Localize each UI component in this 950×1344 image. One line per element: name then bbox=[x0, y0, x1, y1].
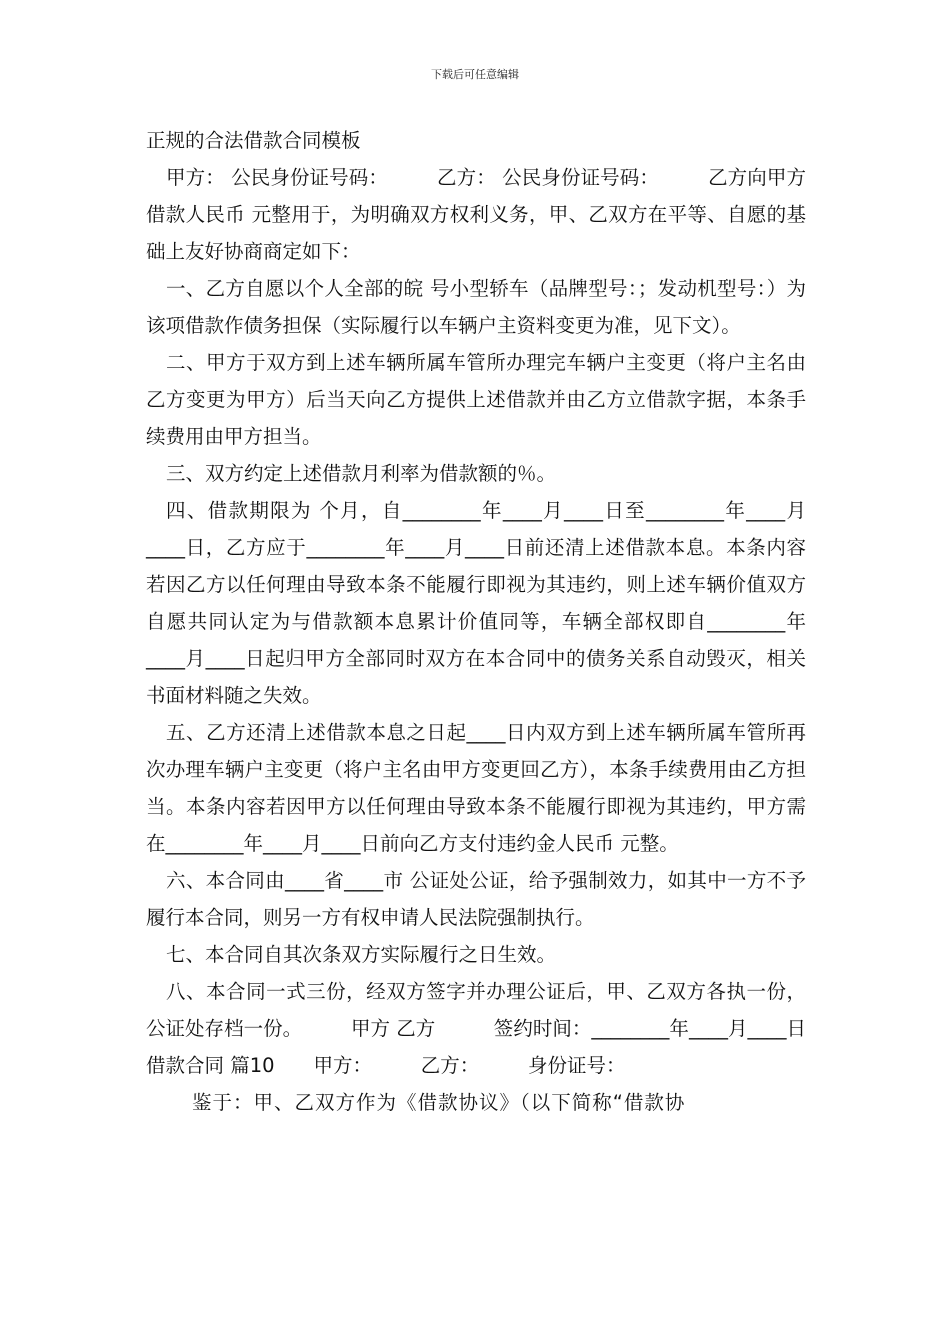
paragraph-clause-6: 六、本合同由____省____市 公证处公证，给予强制效力，如其中一方不予履行本合同，则另一方有权申请人民法院强制执行。 bbox=[146, 869, 806, 929]
contract-document bbox=[146, 122, 806, 1121]
paragraph-parties: 甲方： 公民身份证号码： 乙方： 公民身份证号码： 乙方向甲方借款人民币 元整用于，为明确双方权利义务，甲、乙双方在平等、自愿的基础上友好协商商定如下： bbox=[146, 166, 806, 263]
page-header: 下载后可任意编辑 bbox=[431, 68, 519, 81]
document-title: 正规的合法借款合同模板 bbox=[146, 129, 361, 152]
paragraph-clause-7: 七、本合同自其次条双方实际履行之日生效。 bbox=[166, 943, 557, 966]
paragraph-clause-8: 八、本合同一式三份，经双方签字并办理公证后，甲、乙双方各执一份，公证处存档一份。 甲方 乙方 签约时间：________年____月____日借款合同 篇10 甲方： 乙方： 身份证号： bbox=[146, 980, 806, 1077]
paragraph-clause-4: 四、借款期限为 个月，自________年____月____日至________年____月____日，乙方应于________年____月____日前还清上述借款本息。本条内容若因乙方以任何理由导致本条不能履行即视为其违约，则上述车辆价值双方自愿共同认定为与借款额本息累计价值同等，车辆全部权即自________年____月____日起归甲方全部同时双方在本合同中的债务关系自动毁灭，相关书面材料随之失效。 bbox=[146, 499, 806, 707]
paragraph-clause-5: 五、乙方还清上述借款本息之日起____日内双方到上述车辆所属车管所再次办理车辆户主变更（将户主名由甲方变更回乙方），本条手续费用由乙方担当。本条内容若因甲方以任何理由导致本条不能履行即视为其违约，甲方需在________年____月____日前向乙方支付违约金人民币 元整。 bbox=[146, 721, 806, 855]
paragraph-whereas: 鉴于：甲、乙双方作为《借款协议》（以下简称“借款协 bbox=[192, 1091, 686, 1114]
paragraph-clause-1: 一、乙方自愿以个人全部的皖 号小型轿车（品牌型号：；发动机型号：）为该项借款作债务担保（实际履行以车辆户主资料变更为准，见下文）。 bbox=[146, 277, 806, 337]
paragraph-clause-2: 二、甲方于双方到上述车辆所属车管所办理完车辆户主变更（将户主名由乙方变更为甲方）后当天向乙方提供上述借款并由乙方立借款字据，本条手续费用由甲方担当。 bbox=[146, 351, 806, 448]
paragraph-clause-3: 三、双方约定上述借款月利率为借款额的％。 bbox=[166, 462, 557, 485]
